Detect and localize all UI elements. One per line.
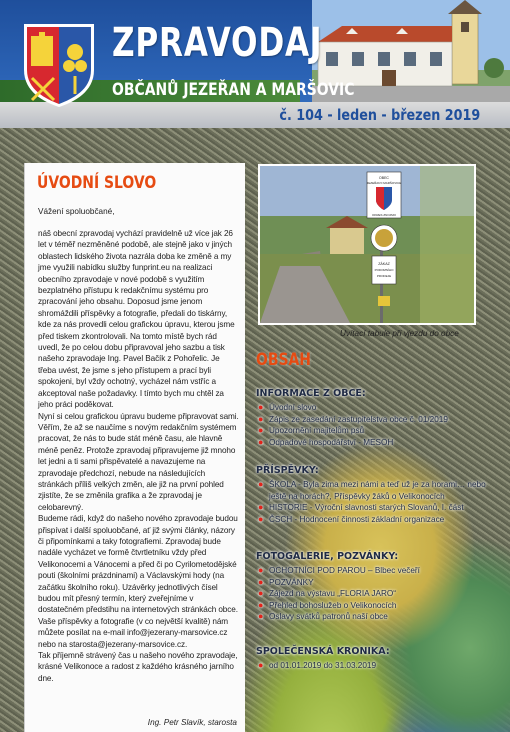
intro-paragraph: Budeme rádi, když do našeho nového zpravodaje budou přispívat i další spoluobčané, ať již svými články, názory či připomínkami a taky fotografiemi. Zpravodaj bude nadále vycházet ve formě čtvrtletníku vždy před Velikonocemi a Vánocemi a před či po Cyrilometodějské pouti (školními prázdninami) a Václavskými hody (na začátku školního roku). Uzávěrky jednotlivých čísel budou mít přesný termín, který zveřejníme v dostatečném předstihu na internetových stránkách obce. Vaše příspěvky a fotografie (v co největší kvalitě) nám můžete posílat na e-mail info@jezerany-marsovice.cz nebo na starosta@jezerany-marsovice.cz.: [38, 514, 238, 649]
toc-section-gallery: [256, 551, 420, 623]
toc-item[interactable]: ● Zájezd na výstavu „FLORIA JARO“: [258, 588, 396, 599]
bullet-icon: ●: [258, 425, 264, 436]
issue-number: č. 104 - leden - březen 2019: [279, 106, 480, 124]
toc-list: [256, 565, 420, 623]
sign-text: ZÁKAZ: [378, 262, 390, 266]
toc-section-title: INFORMACE Z OBCE:: [256, 388, 366, 399]
toc-section-title: PŘÍSPĚVKY:: [256, 465, 319, 476]
toc-section-title: FOTOGALERIE, POZVÁNKY:: [256, 551, 399, 562]
bullet-icon: ●: [258, 611, 264, 622]
toc-item[interactable]: ● Oslavy svátků patronů naší obce: [258, 611, 388, 622]
bullet-icon: ●: [258, 413, 264, 424]
toc-section-title: SPOLEČENSKÁ KRONIKA:: [256, 646, 390, 657]
sign-text: PRODEJE: [376, 274, 392, 278]
toc-item[interactable]: ● Upozornění majitelům psů: [258, 425, 365, 436]
toc-item[interactable]: ● od 01.01.2019 do 31.03.2019: [258, 660, 376, 670]
toc-item[interactable]: ● Úvodní slovo: [258, 402, 317, 412]
bullet-icon: ●: [258, 599, 264, 610]
newsletter-title: ZPRAVODAJ: [112, 20, 323, 66]
bullet-icon: ●: [258, 436, 264, 447]
intro-paragraph: Tak příjemně strávený čas u našeho nového zpravodaje, krásné Velikonoce a radost z každého krásného jarního dne.: [38, 651, 238, 683]
intro-paragraph: náš obecní zpravodaj vychází pravidelně už více jak 26 let v téměř nezměněné podobě, ale stejně jako v jiných oblastech lidského života nazrála doba ke změně a my jme využili nabídku služby funprint.eu na realizaci obecního zpravodaje v nové podobě s využitím bezplatného přístupu k redakčnímu systému pro zpracování jeho obsahu. Doposud jsme jenom shromáždili příspěvky a fotografie, předali do tiskárny, kde za nás provedli celou grafickou úpravu, kterou jsme před tiskem zkontrolovali. Na tomto místě bych rád uvedl, že po celou dobu připravoval jeho sazbu a tisk našeho zpravodaje Ing. Pavel Bačík z Pohořelic. Je třeba uvést, že jsme s jeho přístupem a prací byli spokojeni, byl vždy ochotný, vycházel nám vstříc a akceptoval naše požadavky. I tímto bych mu chtěl za jeho práci poděkovat.: [38, 229, 235, 410]
toc-section-chronicle: [256, 646, 390, 672]
photo-caption: Uvítací tabule při vjezdu do obce: [340, 329, 459, 338]
toc-item[interactable]: ● Přehled bohoslužeb o Velikonocích: [258, 599, 397, 610]
sign-text: OKRES ZNOJMO: [371, 213, 397, 217]
toc-section-contributions: [256, 465, 486, 525]
bullet-icon: ●: [258, 402, 264, 412]
toc-item[interactable]: ● ŠKOLA - Byla zima mezi námi a teď už je za horami… nebo ještě na horách?, Příspěvky žáků o Velikonocích: [258, 479, 486, 501]
welcome-sign-photo: [258, 164, 476, 325]
sign-text: PODOMNÍHO: [374, 268, 394, 272]
intro-body: [38, 228, 239, 684]
intro-heading: ÚVODNÍ SLOVO: [37, 173, 157, 193]
bullet-icon: ●: [258, 565, 264, 575]
toc-item[interactable]: ● ČSCH - Hodnocení činnosti základní organizace: [258, 513, 445, 524]
bullet-icon: ●: [258, 513, 264, 524]
bullet-icon: ●: [258, 588, 264, 599]
toc-item[interactable]: ● OCHOTNÍCI POD PAROU – Blbec večeří: [258, 565, 420, 575]
toc-list: [256, 402, 448, 448]
sign-text: OBEC: [379, 176, 389, 180]
bullet-icon: ●: [258, 660, 264, 670]
intro-panel: [24, 163, 245, 732]
bullet-icon: ●: [258, 479, 264, 489]
bullet-icon: ●: [258, 576, 264, 587]
contents-heading: OBSAH: [256, 350, 311, 370]
toc-list: [256, 479, 486, 525]
coat-of-arms-icon: [22, 22, 96, 108]
toc-item[interactable]: ● HISTORIE - Výroční slavnosti starých Slovanů, I. část: [258, 502, 464, 513]
toc-item[interactable]: ● Zápis ze zasedání zastupitelstva obce č. 01/2019: [258, 413, 448, 424]
masthead: [0, 0, 510, 128]
intro-signature: Ing. Petr Slavík, starosta: [147, 718, 237, 727]
toc-item[interactable]: ● Odpadové hospodářství - MESOH: [258, 436, 394, 447]
toc-section-info: [256, 388, 448, 448]
newsletter-subtitle: OBČANŮ JEZEŘAN A MARŠOVIC: [112, 80, 355, 100]
sign-text: JEZEŘANY-MARŠOVICE: [366, 181, 402, 185]
toc-item[interactable]: ● POZVÁNKY: [258, 576, 314, 587]
toc-list: [256, 660, 390, 672]
bullet-icon: ●: [258, 502, 264, 513]
intro-paragraph: Nyní si celou grafickou úpravu budeme připravovat sami. Věřím, že až se naučíme s novým redakčním systémem pracovat, že nás to bude stát méně času, ale hlavně méně peněz. Protože zpravodaj připravujeme již mnoho let jedni a ti sami přispěvatelé a navazujeme na zpravodaje předchozí, nebude na následujících stránkách příliš velkých změn, ale již na první pohled zjistíte, že se změnila grafika a že zpravodaj je celobarevný.: [38, 411, 239, 512]
intro-greeting: Vážení spoluobčané,: [38, 207, 115, 216]
